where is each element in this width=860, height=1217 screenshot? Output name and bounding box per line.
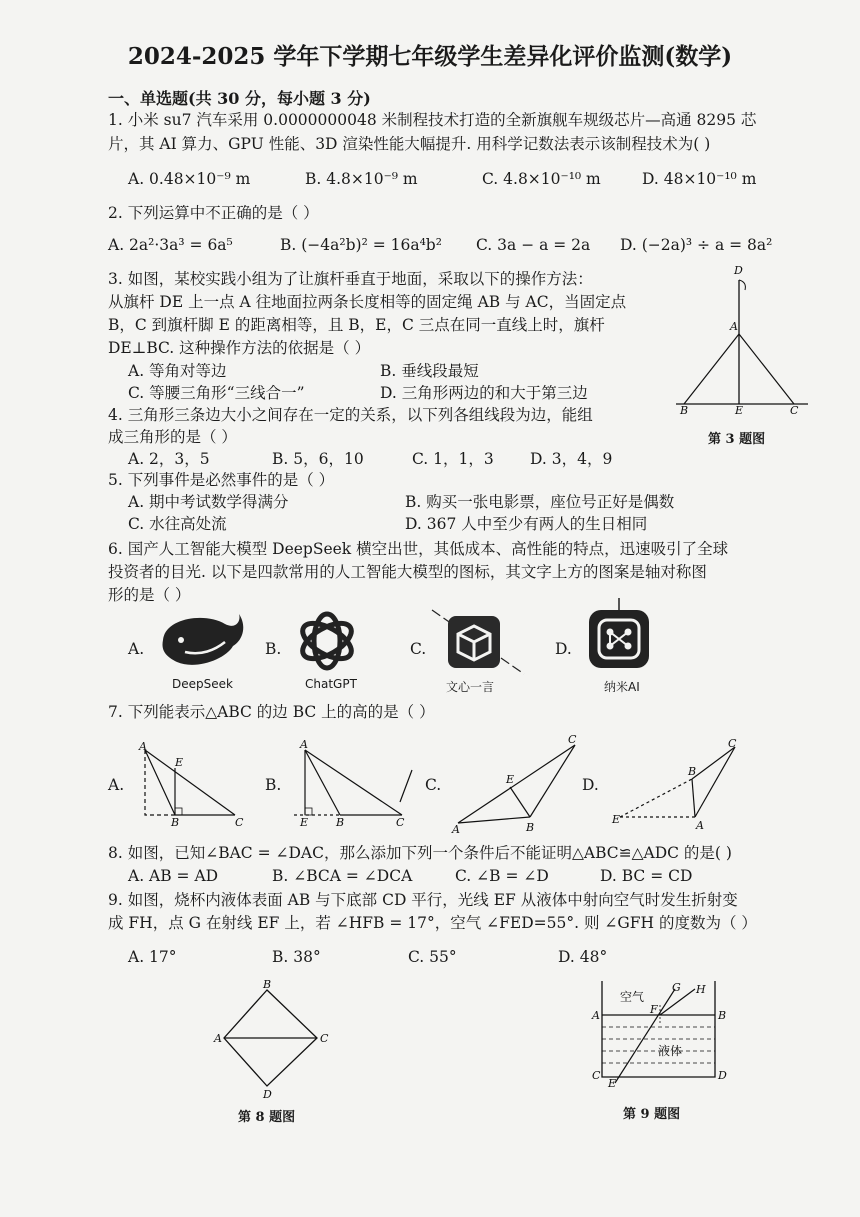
q8-option-d: D. BC = CD (600, 867, 693, 885)
q8-fig-caption: 第 8 题图 (238, 1110, 296, 1125)
q7b-label-b: B (336, 816, 345, 829)
q4-option-a: A. 2，3，5 (128, 450, 210, 468)
q6-caption-c: 文心一言 (446, 680, 495, 694)
q3-label-b: B (680, 404, 689, 417)
q3-line3: B，C 到旗杆脚 E 的距离相等，且 B，E，C 三点在同一直线上时，旗杆 (108, 316, 605, 334)
q7b-label-c: C (396, 816, 405, 829)
q6-line1: 6. 国产人工智能大模型 DeepSeek 横空出世，其低成本、高性能的特点，迅速吸引了全球 (108, 540, 729, 558)
q7-figure-d (610, 735, 750, 835)
q9-label-b: B (718, 1009, 727, 1022)
q9-label-h: H (696, 983, 706, 996)
q6-line3: 形的是（ ） (108, 586, 191, 604)
q3-option-a: A. 等角对等边 (128, 362, 227, 380)
q2-option-d: D. (−2a)³ ÷ a = 8a² (620, 236, 773, 254)
q1-option-b: B. 4.8×10⁻⁹ m (305, 170, 418, 188)
q3-option-b: B. 垂线段最短 (380, 362, 479, 380)
q3-label-c: C (790, 404, 799, 417)
wenxin-cube-icon (428, 606, 528, 678)
q9-label-f: F (650, 1003, 658, 1016)
q3-fig-caption: 第 3 题图 (708, 432, 766, 447)
q7a-label-a: A (139, 740, 147, 753)
q9-line1: 9. 如图，烧杯内液体表面 AB 与下底部 CD 平行，光线 EF 从液体中射向空气时发生折射变 (108, 891, 738, 909)
q6-option-b: B. (265, 640, 282, 658)
q9-option-a: A. 17° (128, 948, 177, 966)
q2-option-a: A. 2a²·3a³ = 6a⁵ (108, 236, 233, 254)
q7d-label-c: C (728, 737, 737, 750)
chatgpt-knot-icon (292, 608, 362, 674)
q4-option-d: D. 3，4，9 (530, 450, 613, 468)
q3-figure (670, 262, 810, 422)
q7b-label-a: A (300, 738, 308, 751)
q9-label-g: G (672, 981, 681, 994)
q7d-label-e: E (612, 813, 621, 826)
q8-stem: 8. 如图，已知∠BAC = ∠DAC，那么添加下列一个条件后不能证明△ABC≌△ADC 的是( ) (108, 844, 732, 862)
q5-option-a: A. 期中考试数学得满分 (128, 493, 289, 511)
q6-option-d: D. (555, 640, 572, 658)
q3-label-e: E (735, 404, 744, 417)
q5-option-b: B. 购买一张电影票，座位号正好是偶数 (405, 493, 675, 511)
q9-liquid-label: 液体 (658, 1044, 683, 1058)
q9-option-c: C. 55° (408, 948, 457, 966)
q6-line2: 投资者的目光. 以下是四款常用的人工智能大模型的图标，其文字上方的图案是轴对称图 (108, 563, 707, 581)
q5-option-d: D. 367 人中至少有两人的生日相同 (405, 515, 648, 533)
page-title: 2024-2025 学年下学期七年级学生差异化评价监测(数学) (127, 43, 733, 70)
q4-option-b: B. 5，6，10 (272, 450, 364, 468)
q7d-label-b: B (688, 765, 697, 778)
q7-option-a: A. (108, 776, 125, 794)
q9-option-d: D. 48° (558, 948, 608, 966)
q9-air-label: 空气 (620, 990, 645, 1004)
q8-option-c: C. ∠B = ∠D (455, 867, 549, 885)
q1-option-d: D. 48×10⁻¹⁰ m (642, 170, 757, 188)
q7c-label-b: B (526, 821, 535, 834)
q8-label-a: A (214, 1032, 222, 1045)
section-heading: 一、单选题(共 30 分，每小题 3 分) (108, 89, 371, 108)
q9-option-b: B. 38° (272, 948, 321, 966)
q3-line1: 3. 如图，某校实践小组为了让旗杆垂直于地面，采取以下的操作方法： (108, 270, 593, 288)
q5-option-c: C. 水往高处流 (128, 515, 227, 533)
q9-label-e: E (608, 1077, 617, 1090)
q8-label-b: B (263, 978, 272, 991)
q3-line2: 从旗杆 DE 上一点 A 往地面拉两条长度相等的固定绳 AB 与 AC，当固定点 (108, 293, 627, 311)
q6-caption-b: ChatGPT (305, 677, 357, 691)
q7-figure-b (290, 740, 420, 830)
q4-option-c: C. 1，1，3 (412, 450, 494, 468)
q7a-label-c: C (235, 816, 244, 829)
q1-line1: 1. 小米 su7 汽车采用 0.0000000048 米制程技术打造的全新旗舰车规级芯片—高通 8295 芯 (108, 111, 757, 129)
q7c-label-c: C (568, 733, 577, 746)
q9-label-d: D (718, 1069, 727, 1082)
q3-option-d: D. 三角形两边的和大于第三边 (380, 384, 588, 402)
q9-line2: 成 FH，点 G 在射线 EF 上，若 ∠HFB = 17°，空气 ∠FED=55°. 则 ∠GFH 的度数为（ ） (108, 914, 757, 932)
q8-option-b: B. ∠BCA = ∠DCA (272, 867, 413, 885)
q7a-label-b: B (171, 816, 180, 829)
q8-option-a: A. AB = AD (128, 867, 219, 885)
q7-option-c: C. (425, 776, 442, 794)
q8-label-c: C (320, 1032, 329, 1045)
q7-option-b: B. (265, 776, 282, 794)
q3-option-c: C. 等腰三角形“三线合一” (128, 384, 305, 402)
q7-figure-a (135, 740, 250, 830)
q6-option-c: C. (410, 640, 427, 658)
deepseek-whale-icon (155, 610, 245, 672)
q5-stem: 5. 下列事件是必然事件的是（ ） (108, 471, 335, 489)
q1-option-a: A. 0.48×10⁻⁹ m (128, 170, 251, 188)
q8-figure (212, 978, 342, 1101)
q1-option-c: C. 4.8×10⁻¹⁰ m (482, 170, 601, 188)
q7-figure-c (450, 735, 590, 835)
q2-option-c: C. 3a − a = 2a (476, 236, 591, 254)
q9-label-c: C (592, 1069, 601, 1082)
q7-stem: 7. 下列能表示△ABC 的边 BC 上的高的是（ ） (108, 703, 435, 721)
q6-caption-a: DeepSeek (172, 677, 233, 691)
q4-line2: 成三角形的是（ ） (108, 428, 237, 446)
q6-caption-d: 纳米AI (604, 680, 640, 694)
q9-label-a: A (592, 1009, 600, 1022)
q7c-label-a: A (452, 823, 460, 836)
q3-label-a: A (730, 320, 738, 333)
q6-option-a: A. (128, 640, 145, 658)
q4-line1: 4. 三角形三条边大小之间存在一定的关系，以下列各组线段为边，能组 (108, 406, 593, 424)
q7-option-d: D. (582, 776, 599, 794)
q7b-label-e: E (300, 816, 309, 829)
q3-line4: DE⊥BC. 这种操作方法的依据是（ ） (108, 339, 371, 357)
q2-stem: 2. 下列运算中不正确的是（ ） (108, 204, 319, 222)
q7d-label-a: A (696, 819, 704, 832)
q3-label-d: D (734, 264, 743, 277)
q7c-label-e: E (506, 773, 515, 786)
q7a-label-e: E (175, 756, 184, 769)
q9-fig-caption: 第 9 题图 (623, 1107, 681, 1122)
q1-line2: 片，其 AI 算力、GPU 性能、3D 渲染性能大幅提升. 用科学记数法表示该制程技术为( ) (108, 135, 711, 153)
q8-label-d: D (263, 1088, 272, 1101)
q9-figure (590, 975, 730, 1090)
q2-option-b: B. (−4a²b)² = 16a⁴b² (280, 236, 442, 254)
nami-ai-icon (585, 598, 655, 674)
